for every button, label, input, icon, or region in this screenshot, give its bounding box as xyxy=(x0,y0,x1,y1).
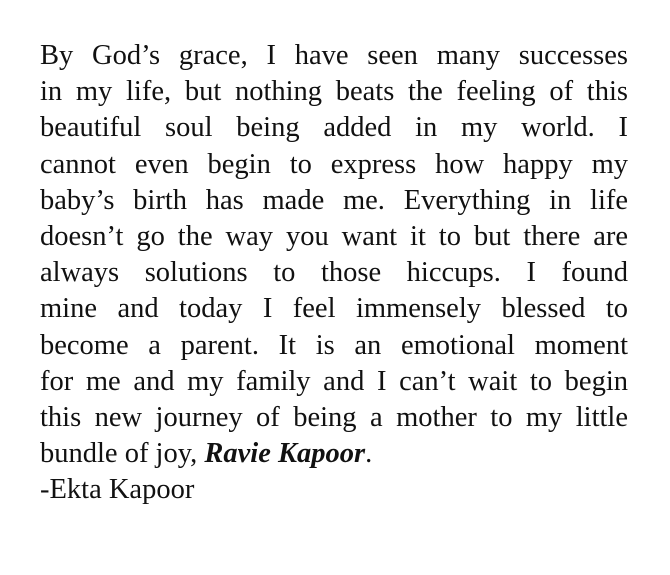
statement-line: mine and today I feel immensely blessed to xyxy=(40,293,628,325)
statement-line: this new journey of being a mother to my little xyxy=(40,402,628,434)
statement-text xyxy=(40,38,628,509)
statement-final-line xyxy=(40,436,628,472)
statement-line: By God’s grace, I have seen many successes xyxy=(40,40,628,71)
baby-name: Ravie Kapoor xyxy=(204,438,366,470)
statement-line: beautiful soul being added in my world. I xyxy=(40,112,628,144)
statement-line: become a parent. It is an emotional moment xyxy=(40,329,628,361)
statement-line: cannot even begin to express how happy my xyxy=(40,148,628,180)
statement-line: baby’s birth has made me. Everything in life xyxy=(40,184,628,216)
signature: -Ekta Kapoor xyxy=(40,474,195,506)
statement-line: for me and my family and I can’t wait to begin xyxy=(40,365,628,397)
final-line-suffix: . xyxy=(365,438,373,470)
final-line-prefix: bundle of joy, xyxy=(40,438,205,470)
statement-line: in my life, but nothing beats the feeling of this xyxy=(40,76,628,108)
statement-line: always solutions to those hiccups. I found xyxy=(40,257,628,289)
statement-line: doesn’t go the way you want it to but there are xyxy=(40,221,628,253)
